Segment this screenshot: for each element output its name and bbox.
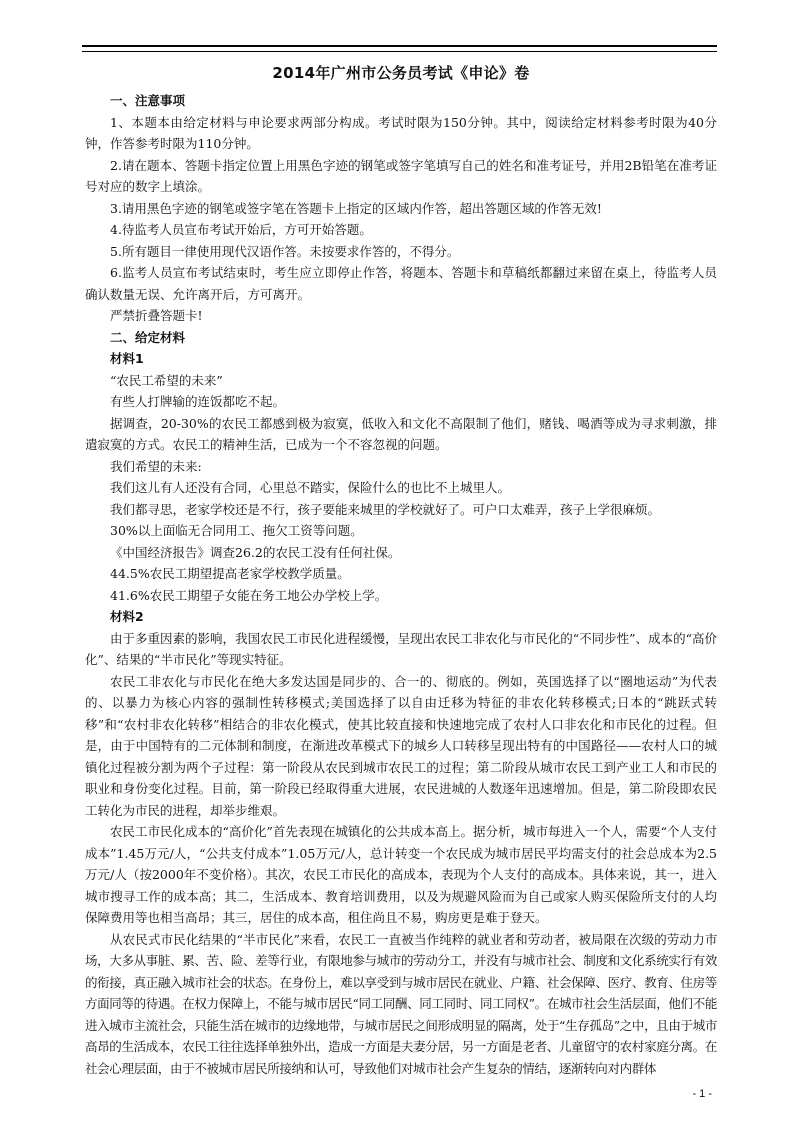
- material-1-line: 我们这儿有人还没有合同，心里总不踏实，保险什么的也比不上城里人。: [110, 480, 511, 495]
- note-item-5: 5.所有题目一律使用现代汉语作答。未按要求作答的，不得分。: [110, 243, 460, 259]
- material-1-heading: 材料1: [110, 351, 144, 366]
- document-title: 2014年广州市公务员考试《申论》卷: [272, 64, 530, 82]
- material-2-paragraph: 由于多重因素的影响，我国农民工市民化进程缓慢，呈现出农民工非农化与市民化的“不同步性”、成本的“高价化”、结果的“半市民化”等现实特征。: [85, 630, 717, 667]
- note-item-2: 2.请在题本、答题卡指定位置上用黑色字迹的钢笔或签字笔填写自己的姓名和准考证号，并用2B铅笔在准考证号对应的数字上填涂。: [85, 157, 717, 194]
- material-1-line: 据调查，20-30%的农民工都感到极为寂寞，低收入和文化不高限制了他们，赌钱、喝酒等成为寻求刺激，排遣寂寞的方式。农民工的精神生活，已成为一个不容忽视的问题。: [85, 415, 717, 452]
- material-1-line: 《中国经济报告》调查26.2的农民工没有任何社保。: [110, 544, 401, 560]
- material-1-line: 有些人打牌输的连饭都吃不起。: [110, 394, 286, 409]
- material-2-heading: 材料2: [110, 609, 144, 624]
- section-heading-materials: 二、给定材料: [110, 329, 186, 345]
- note-item-7: 严禁折叠答题卡!: [110, 308, 203, 323]
- note-item-4: 4.待监考人员宣布考试开始后，方可开始答题。: [110, 222, 372, 237]
- material-2-paragraph: 农民工市民化成本的“高价化”首先表现在城镇化的公共成本高上。据分析，城市每进入一个人，需要“个人支付成本”1.45万元/人，“公共支付成本”1.05万元/人，总计转变一个农民成为城市居民平均需支付的社会总成本为2.5万元/人（按2000年不变价格）。其次，农民工市民化的高成本，表现为个人支付的高成本。具体来说，其一，进入城市搜寻工作的成本高；其二，生活成本、教育培训费用，以及为规避风险而为自己或家人购买保险所支付的人均保障费用等也相当高昂；其三，居住的成本高，租住尚且不易，购房更是难于登天。: [85, 824, 717, 925]
- material-1-line: “农民工希望的未来”: [110, 372, 223, 388]
- material-1-line: 41.6%农民工期望子女能在务工地公办学校上学。: [110, 587, 388, 603]
- note-item-6: 6.监考人员宣布考试结束时，考生应立即停止作答，将题本、答题卡和草稿纸都翻过来留在桌上，待监考人员确认数量无误、允许离开后，方可离开。: [85, 265, 717, 302]
- page-number: - 1 -: [692, 1088, 712, 1100]
- section-materials: [85, 327, 717, 1080]
- header-rule-thin: [82, 51, 717, 52]
- material-2-paragraph: 从农民式市民化结果的“半市民化”来看，农民工一直被当作纯粹的就业者和劳动者，被局限在次级的劳动力市场，大多从事脏、累、苦、险、差等行业，有限地参与城市的劳动分工，并没有与城市社会、制度和文化系统实行有效的衔接，真正融入城市社会的状态。在身份上，难以享受到与城市居民在就业、户籍、社会保障、医疗、教育、住房等方面同等的待遇。在权力保障上，不能与城市居民“同工同酬、同工同时、同工同权”。在城市社会生活层面，他们不能进入城市主流社会，只能生活在城市的边缘地带，与城市居民之间形成明显的隔离，处于“生存孤岛”之中，且由于城市高昂的生活成本，农民工往往选择单独外出，造成一方面是夫妻分居，另一方面是老者、儿童留守的农村家庭分离。在社会心理层面，由于不被城市居民所接纳和认可，导致他们对城市社会产生复杂的情结，逐渐转向对内群体: [85, 931, 717, 1076]
- section-heading-notes: 一、注意事项: [110, 93, 186, 108]
- material-2-paragraph: 农民工非农化与市民化在绝大多发达国是同步的、合一的、彻底的。例如，英国选择了以“圈地运动”为代表的、以暴力为核心内容的强制性转移模式;美国选择了以自由迁移为特征的非农化转移模式;日本的“跳跃式转移”和“农村非农化转移”相结合的非农化模式，使其比较直接和快速地完成了农村人口非农化和市民化的过程。但是，由于中国特有的二元体制和制度，在渐进改革模式下的城乡人口转移呈现出特有的中国路径——农村人口的城镇化过程被分割为两个子过程：第一阶段从农民到城市农民工的过程；第二阶段从城市农民工到产业工人和市民的职业和身份变化过程。目前，第一阶段已经取得重大进展，农民进城的人数逐年迅速增加。但是，第二阶段即农民工转化为市民的进程，却举步维艰。: [85, 673, 717, 818]
- header-rule-thick: [82, 45, 717, 47]
- material-1-line: 我们都寻思，老家学校还是不行，孩子要能来城里的学校就好了。可户口太难弄，孩子上学很麻烦。: [110, 501, 661, 517]
- material-1-line: 30%以上面临无合同用工、拖欠工资等问题。: [110, 523, 363, 538]
- material-1-line: 我们希望的未来:: [110, 458, 202, 474]
- note-item-1: 1、本题本由给定材料与申论要求两部分构成。考试时限为150分钟。其中，阅读给定材料参考时限为40分钟，作答参考时限为110分钟。: [85, 114, 717, 151]
- document-page: [85, 62, 717, 1079]
- section-notes: [85, 90, 717, 327]
- material-1-line: 44.5%农民工期望提高老家学校教学质量。: [110, 566, 350, 581]
- note-item-3: 3.请用黑色字迹的钢笔或签字笔在答题卡上指定的区域内作答，超出答题区域的作答无效!: [110, 200, 602, 216]
